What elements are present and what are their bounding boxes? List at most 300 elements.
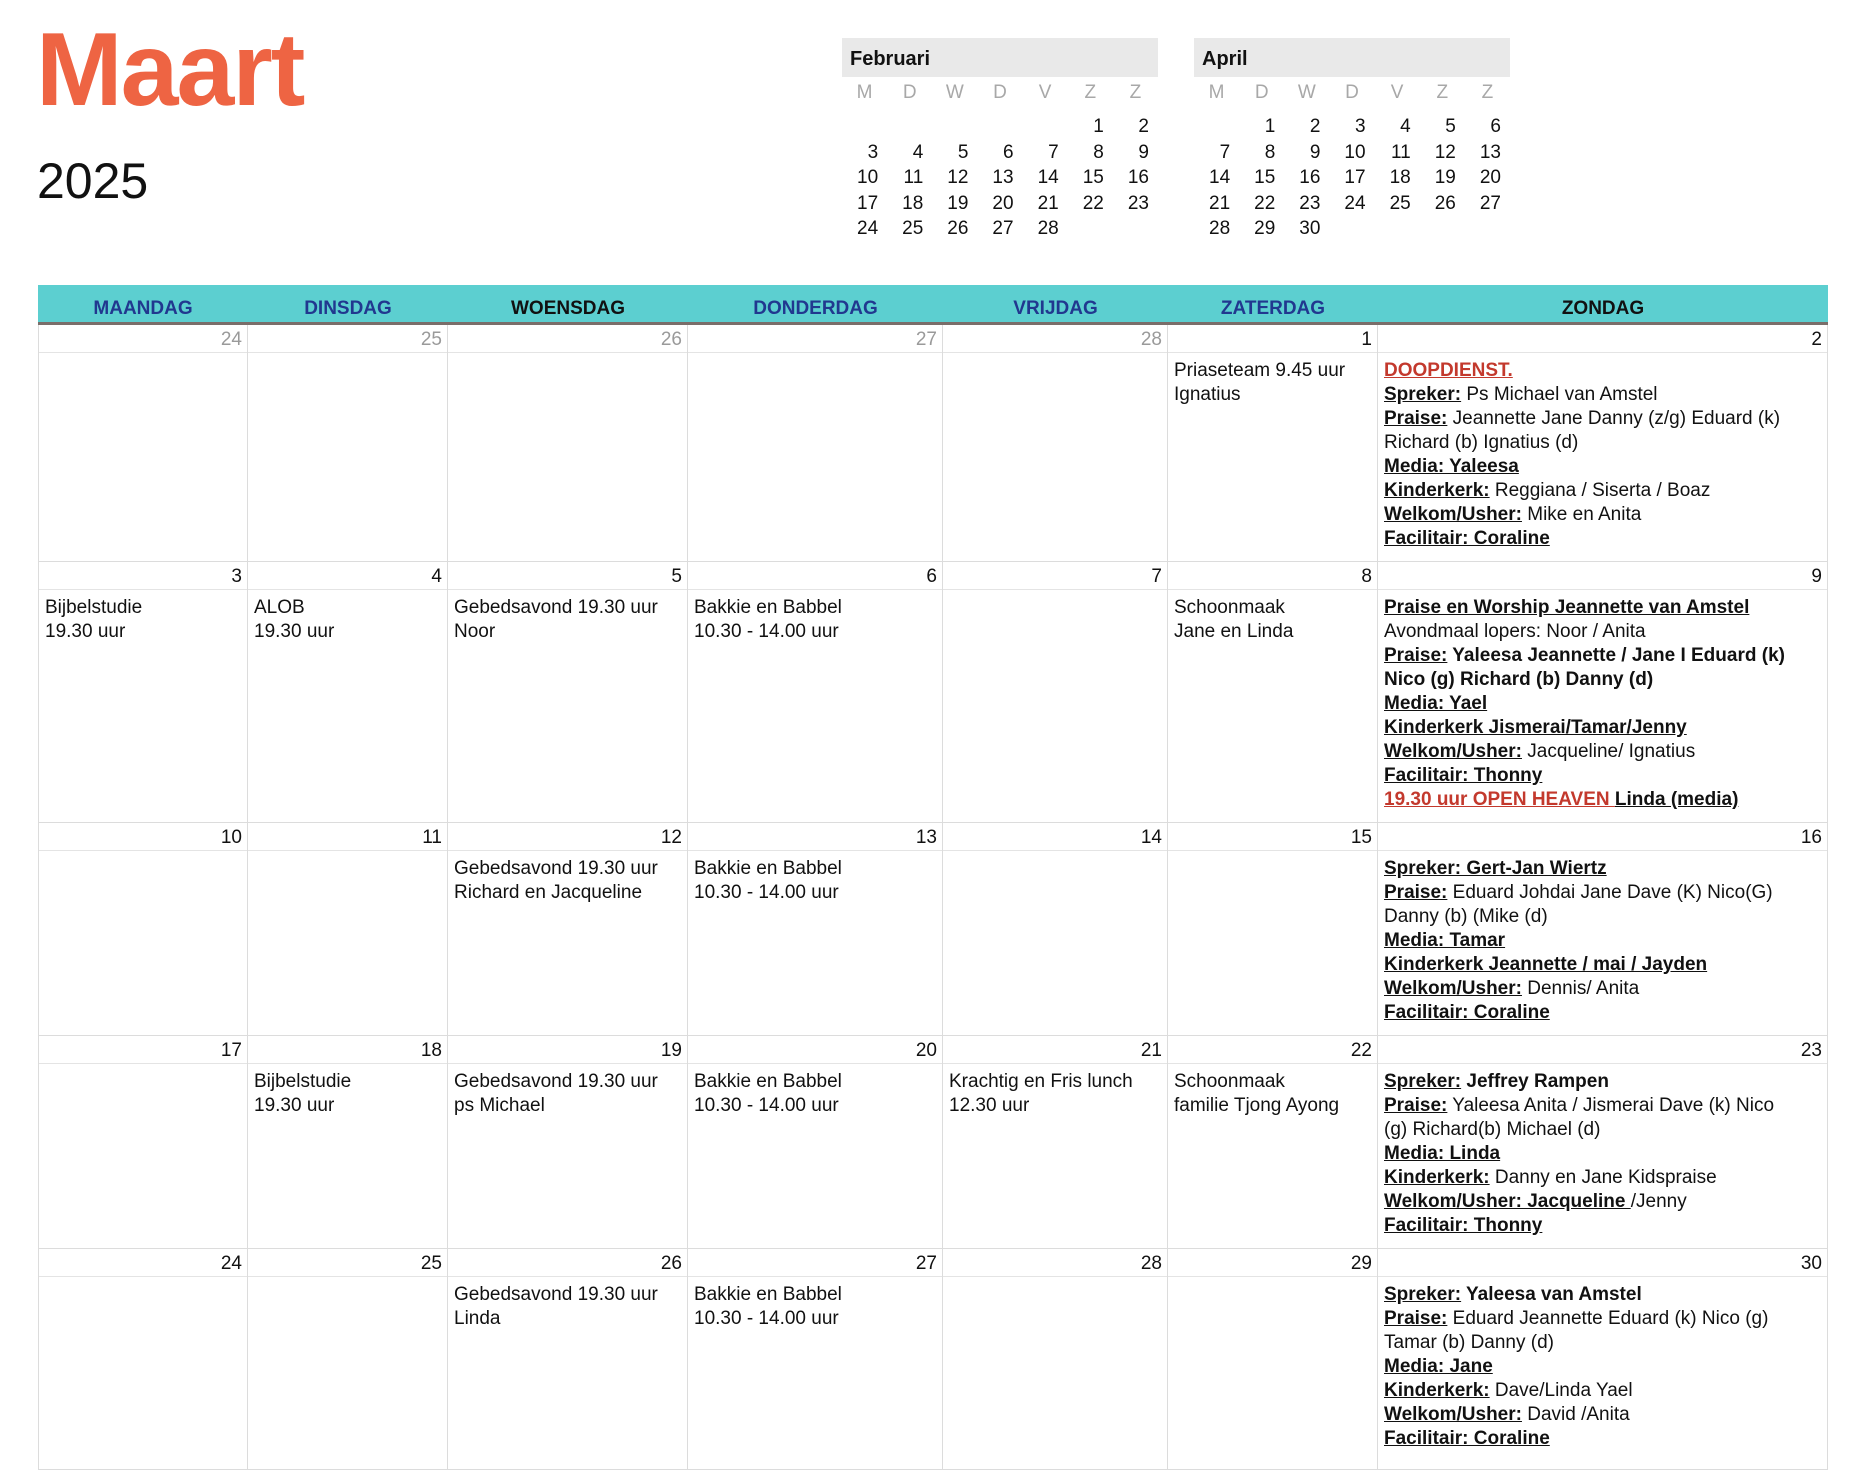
day-cell[interactable]: [248, 1249, 448, 1469]
event-text: Krachtig en Fris lunch: [949, 1071, 1133, 1092]
mini-calendar-date: [977, 109, 1022, 140]
day-cell[interactable]: [943, 1036, 1168, 1248]
day-cell[interactable]: [38, 1249, 248, 1469]
event-text: DOOPDIENST.: [1384, 360, 1513, 381]
event-line: [1384, 692, 1821, 716]
day-events: [248, 1064, 447, 1118]
mini-calendar-date: 27: [1479, 192, 1501, 214]
mini-calendar-date: [1023, 109, 1068, 140]
event-line: [1384, 1070, 1821, 1094]
mini-calendar-date: 12: [947, 167, 969, 188]
day-cell[interactable]: [688, 562, 943, 822]
mini-calendar-date: 14: [1037, 167, 1059, 188]
mini-calendar-date: 11: [1390, 141, 1411, 163]
day-number: 2: [1378, 325, 1827, 353]
day-events: [39, 353, 247, 359]
event-text: Linda: [454, 1308, 501, 1329]
mini-calendar-date: 21: [1037, 192, 1059, 214]
day-number: 25: [248, 1249, 447, 1277]
mini-calendar-date: 8: [1264, 141, 1276, 163]
mini-calendar-date: 3: [867, 141, 879, 163]
mini-calendar-day-header: Z: [1436, 82, 1449, 103]
mini-calendar-date: 20: [1479, 167, 1501, 188]
event-text: 19.30 uur: [254, 621, 335, 642]
day-number: 27: [688, 325, 942, 353]
event-text: Priaseteam 9.45 uur: [1174, 360, 1346, 381]
event-line: [454, 1070, 681, 1094]
event-text: ps Michael: [454, 1095, 545, 1116]
event-text: Welkom/Usher:: [1384, 1404, 1522, 1425]
event-text: Welkom/Usher:: [1384, 741, 1522, 762]
event-text: Media: Yael: [1384, 693, 1488, 714]
mini-calendar-date: 7: [1048, 141, 1059, 163]
day-number: 10: [39, 823, 247, 851]
day-cell[interactable]: [943, 823, 1168, 1035]
mini-calendar-date: 10: [857, 167, 879, 188]
event-line: [1384, 929, 1821, 953]
day-cell[interactable]: [38, 823, 248, 1035]
day-events: [943, 1277, 1167, 1283]
event-line: [1384, 1094, 1821, 1118]
event-line: [949, 1094, 1161, 1118]
event-line: [1384, 1142, 1821, 1166]
day-events: [1378, 590, 1827, 812]
event-line: [1384, 1307, 1821, 1331]
mini-calendar-date: 26: [1434, 192, 1456, 214]
event-text: Kinderkerk Jeannette / mai / Jayden: [1384, 954, 1708, 975]
day-number: 13: [688, 823, 942, 851]
mini-calendar-date: 15: [1082, 167, 1104, 188]
event-text: Kinderkerk:: [1384, 480, 1490, 501]
day-events: [448, 1064, 687, 1118]
event-text: Bakkie en Babbel: [694, 1284, 842, 1305]
event-line: [454, 1307, 681, 1331]
event-text: Spreker:: [1384, 384, 1462, 405]
day-cell[interactable]: [688, 325, 943, 561]
day-events: [448, 1277, 687, 1331]
mini-calendar-date: [1375, 216, 1420, 242]
month-grid: [38, 325, 1828, 1470]
event-line: [1384, 596, 1821, 620]
day-events: [688, 353, 942, 359]
mini-calendar-date: 4: [1400, 116, 1411, 137]
mini-calendar-date: 17: [1344, 167, 1366, 188]
event-text: Schoonmaak: [1174, 597, 1285, 618]
event-text: Welkom/Usher: Jacqueline: [1384, 1191, 1631, 1212]
event-line: [1384, 383, 1821, 407]
day-cell[interactable]: [38, 1036, 248, 1248]
event-text: Praise:: [1384, 1308, 1448, 1329]
mini-calendar-date: 11: [903, 167, 924, 188]
mini-calendar-day-header: D: [902, 82, 917, 103]
day-events: [1378, 1064, 1827, 1238]
event-line: [694, 1307, 936, 1331]
event-line: [694, 857, 936, 881]
event-line: [1384, 1166, 1821, 1190]
mini-calendar-date: 9: [1138, 141, 1149, 163]
mini-calendar-day-header: V: [1390, 82, 1404, 103]
day-cell[interactable]: [688, 823, 943, 1035]
event-text: Praise:: [1384, 645, 1448, 666]
day-cell[interactable]: [688, 1036, 943, 1248]
day-cell[interactable]: [943, 1249, 1168, 1469]
event-text: Media: Tamar: [1384, 930, 1506, 951]
mini-calendar-day-header: D: [1345, 82, 1359, 103]
event-text: Avondmaal lopers: Noor / Anita: [1384, 621, 1646, 642]
mini-calendar-date: 27: [992, 218, 1014, 239]
day-cell[interactable]: [943, 325, 1168, 561]
mini-calendar-date: 5: [957, 141, 969, 163]
calendar-week: [38, 325, 1828, 562]
mini-calendar-date: [842, 109, 887, 140]
mini-calendar-week: [842, 216, 1158, 242]
mini-calendar-date: 9: [1309, 141, 1321, 163]
mini-calendar-date: 1: [1093, 116, 1104, 137]
day-number: 29: [1168, 1249, 1377, 1277]
weekday-woensdag: WOENSDAG: [511, 298, 625, 319]
mini-calendar-day-header: V: [1038, 82, 1052, 103]
mini-calendar-day-headers: [1194, 77, 1510, 109]
event-text: Kinderkerk:: [1384, 1380, 1490, 1401]
event-line: [1384, 644, 1821, 668]
day-events: [248, 1277, 447, 1283]
event-text: Spreker:: [1384, 1284, 1462, 1305]
mini-calendar-date: 5: [1445, 116, 1456, 137]
event-text: Tamar (b) Danny (d): [1384, 1332, 1554, 1353]
event-text: Nico (g) Richard (b) Danny (d): [1384, 669, 1654, 690]
day-events: [688, 590, 942, 644]
mini-calendar-date: 16: [1299, 167, 1321, 188]
mini-calendar-day-header: Z: [1084, 82, 1097, 103]
mini-calendar-day-header: Z: [1129, 82, 1142, 103]
day-events: [943, 1064, 1167, 1118]
mini-calendar-date: [1194, 109, 1239, 140]
event-line: [1384, 407, 1821, 431]
event-text: Kinderkerk:: [1384, 1167, 1490, 1188]
mini-calendar-date: 6: [1002, 141, 1014, 163]
day-cell[interactable]: [248, 562, 448, 822]
day-cell[interactable]: [448, 562, 688, 822]
mini-calendar-date: 18: [902, 192, 924, 214]
mini-calendar-date: [887, 109, 932, 140]
event-line: [254, 1094, 441, 1118]
event-line: [1384, 431, 1821, 455]
mini-calendar-date: [1329, 216, 1374, 242]
event-text: Eduard Jeannette Eduard (k) Nico (g): [1447, 1308, 1769, 1329]
event-line: [1384, 788, 1821, 812]
event-line: [1174, 620, 1371, 644]
event-text: ALOB: [254, 597, 305, 618]
event-line: [1384, 1001, 1821, 1025]
mini-calendar-date: 1: [1264, 116, 1276, 137]
day-number: 19: [448, 1036, 687, 1064]
mini-calendar-date: 16: [1127, 167, 1149, 188]
event-line: [1174, 1094, 1371, 1118]
mini-calendar-date: 12: [1434, 141, 1456, 163]
mini-calendar-date: [932, 109, 977, 140]
event-text: Noor: [454, 621, 496, 642]
event-text: David /Anita: [1521, 1404, 1630, 1425]
event-line: [1384, 479, 1821, 503]
day-number: 3: [39, 562, 247, 590]
event-line: [1384, 527, 1821, 551]
mini-calendar-date: 24: [1344, 192, 1366, 214]
event-text: Jane en Linda: [1174, 621, 1294, 642]
mini-calendar-week: [1194, 216, 1510, 242]
day-events: [1168, 353, 1377, 407]
day-events: [1378, 851, 1827, 1025]
day-cell[interactable]: [1378, 1249, 1828, 1469]
mini-calendar-table: [842, 77, 1158, 242]
event-text: Praise:: [1384, 408, 1448, 429]
event-text: Spreker: Gert-Jan Wiertz: [1384, 858, 1607, 879]
event-line: [1384, 953, 1821, 977]
mini-calendar-date: 20: [992, 192, 1014, 214]
mini-calendar-date: 23: [1299, 192, 1321, 214]
mini-calendar-date: 8: [1093, 141, 1104, 163]
event-line: [1174, 359, 1371, 383]
event-line: [949, 1070, 1161, 1094]
mini-calendar-date: 13: [992, 167, 1014, 188]
event-line: [1384, 455, 1821, 479]
event-text: Ps Michael van Amstel: [1461, 384, 1658, 405]
event-text: familie Tjong Ayong: [1174, 1095, 1340, 1116]
day-events: [688, 1277, 942, 1331]
mini-calendar-week: [1194, 140, 1510, 166]
mini-calendar-date: 29: [1254, 218, 1276, 239]
mini-calendar-date: 22: [1254, 192, 1276, 214]
mini-calendar-date: 23: [1127, 192, 1149, 214]
mini-calendar-month-name: Februari: [842, 38, 1158, 77]
day-events: [248, 851, 447, 857]
year-title: 2025: [37, 153, 149, 209]
event-line: [1384, 1379, 1821, 1403]
event-line: [254, 596, 441, 620]
day-number: 12: [448, 823, 687, 851]
event-line: [1384, 881, 1821, 905]
event-line: [454, 1283, 681, 1307]
event-text: Facilitair: Coraline: [1384, 1002, 1550, 1023]
day-number: 4: [248, 562, 447, 590]
mini-calendar-date: 28: [1037, 218, 1059, 239]
day-cell[interactable]: [1378, 325, 1828, 561]
mini-calendar-week: [1194, 109, 1510, 140]
event-text: Jacqueline/ Ignatius: [1521, 741, 1696, 762]
event-line: [45, 596, 241, 620]
mini-calendar-date: 3: [1354, 116, 1366, 137]
mini-calendar-date: 26: [947, 218, 969, 239]
day-events: [943, 353, 1167, 359]
mini-calendar-day-header: W: [1297, 82, 1316, 103]
mini-calendar-week: [1194, 165, 1510, 191]
event-line: [1384, 740, 1821, 764]
event-line: [1384, 905, 1821, 929]
mini-calendar-date: 28: [1209, 218, 1231, 239]
day-events: [1168, 1277, 1377, 1283]
day-number: 27: [688, 1249, 942, 1277]
event-text: 10.30 - 14.00 uur: [694, 1308, 839, 1329]
day-cell[interactable]: [1378, 562, 1828, 822]
mini-calendar-day-header: M: [1208, 82, 1225, 103]
event-text: 19.30 uur: [45, 621, 126, 642]
event-text: Praise:: [1384, 882, 1448, 903]
event-text: Facilitair: Thonny: [1384, 1215, 1543, 1236]
event-text: Facilitair: Coraline: [1384, 1428, 1550, 1449]
day-events: [448, 590, 687, 644]
event-text: Yaleesa Jeannette / Jane I Eduard (k): [1447, 645, 1785, 666]
day-events: [688, 851, 942, 905]
mini-calendar-date: 2: [1309, 116, 1321, 137]
day-events: [1168, 851, 1377, 857]
event-text: Praise:: [1384, 1095, 1448, 1116]
event-text: Reggiana / Siserta / Boaz: [1489, 480, 1711, 501]
event-text: Schoonmaak: [1174, 1071, 1285, 1092]
event-text: Mike en Anita: [1521, 504, 1642, 525]
day-cell[interactable]: [248, 823, 448, 1035]
day-cell[interactable]: [1168, 1036, 1378, 1248]
event-line: [1384, 359, 1821, 383]
day-events: [39, 1277, 247, 1283]
mini-calendar-date: 7: [1219, 141, 1231, 163]
mini-calendar-week: [842, 191, 1158, 217]
event-text: Bijbelstudie: [45, 597, 143, 618]
event-text: Jeannette Jane Danny (z/g) Eduard (k): [1447, 408, 1781, 429]
event-text: Yaleesa van Amstel: [1461, 1284, 1642, 1305]
event-line: [1384, 1355, 1821, 1379]
event-line: [1384, 716, 1821, 740]
event-line: [694, 1070, 936, 1094]
event-text: Bakkie en Babbel: [694, 1071, 842, 1092]
event-line: [454, 1094, 681, 1118]
event-line: [694, 596, 936, 620]
event-text: 10.30 - 14.00 uur: [694, 882, 839, 903]
day-events: [39, 851, 247, 857]
day-number: 26: [448, 1249, 687, 1277]
day-events: [1378, 353, 1827, 551]
day-events: [943, 851, 1167, 857]
event-line: [1384, 1214, 1821, 1238]
mini-calendar-date: [1465, 216, 1510, 242]
event-line: [1384, 857, 1821, 881]
event-line: [454, 620, 681, 644]
mini-calendar-day-header: M: [856, 82, 873, 103]
day-number: 20: [688, 1036, 942, 1064]
event-line: [1384, 1118, 1821, 1142]
day-cell[interactable]: [448, 823, 688, 1035]
mini-calendar-table: [1194, 77, 1510, 242]
event-text: Facilitair: Thonny: [1384, 765, 1543, 786]
mini-calendar-date: 6: [1490, 116, 1501, 137]
event-text: Media: Linda: [1384, 1143, 1501, 1164]
day-cell[interactable]: [448, 325, 688, 561]
event-line: [694, 1283, 936, 1307]
day-cell[interactable]: [1168, 823, 1378, 1035]
event-line: [1384, 977, 1821, 1001]
event-text: Richard (b) Ignatius (d): [1384, 432, 1579, 453]
event-line: [694, 881, 936, 905]
day-events: [248, 353, 447, 359]
day-cell[interactable]: [448, 1249, 688, 1469]
day-number: 7: [943, 562, 1167, 590]
mini-calendar-day-header: W: [945, 82, 964, 103]
event-text: Gebedsavond 19.30 uur: [454, 858, 658, 879]
day-cell[interactable]: [1168, 1249, 1378, 1469]
day-number: 15: [1168, 823, 1377, 851]
day-number: 25: [248, 325, 447, 353]
day-cell[interactable]: [1378, 823, 1828, 1035]
event-line: [1384, 620, 1821, 644]
mini-calendar-week: [1194, 191, 1510, 217]
day-number: 14: [943, 823, 1167, 851]
mini-calendar-day-header: Z: [1481, 82, 1494, 103]
day-number: 26: [448, 325, 687, 353]
day-cell[interactable]: [248, 325, 448, 561]
mini-calendar-date: 30: [1299, 218, 1321, 239]
event-line: [1174, 1070, 1371, 1094]
day-cell[interactable]: [688, 1249, 943, 1469]
day-events: [248, 590, 447, 644]
event-line: [1384, 668, 1821, 692]
day-number: 28: [943, 1249, 1167, 1277]
day-number: 17: [39, 1036, 247, 1064]
mini-calendar-date: [1068, 216, 1113, 242]
day-events: [1168, 590, 1377, 644]
day-cell[interactable]: [248, 1036, 448, 1248]
day-number: 1: [1168, 325, 1377, 353]
day-cell[interactable]: [38, 325, 248, 561]
mini-calendar-date: 25: [902, 218, 924, 239]
weekday-dinsdag: DINSDAG: [304, 298, 392, 319]
event-text: Eduard Johdai Jane Dave (K) Nico(G): [1447, 882, 1773, 903]
event-text: Dave/Linda Yael: [1489, 1380, 1633, 1401]
event-text: (g) Richard(b) Michael (d): [1384, 1119, 1601, 1140]
mini-calendar-date: 24: [857, 218, 879, 239]
day-cell[interactable]: [448, 1036, 688, 1248]
event-line: [1384, 1403, 1821, 1427]
mini-calendar-date: 18: [1389, 167, 1411, 188]
day-number: 18: [248, 1036, 447, 1064]
calendar-week: [38, 1249, 1828, 1470]
event-text: 12.30 uur: [949, 1095, 1030, 1116]
mini-calendar-date: 25: [1389, 192, 1411, 214]
day-cell[interactable]: [1168, 325, 1378, 561]
event-text: Bakkie en Babbel: [694, 858, 842, 879]
day-cell[interactable]: [943, 562, 1168, 822]
day-events: [448, 851, 687, 905]
day-number: 5: [448, 562, 687, 590]
event-line: [1384, 503, 1821, 527]
mini-calendar-date: 22: [1082, 192, 1104, 214]
month-title: Maart: [36, 12, 304, 128]
day-cell[interactable]: [38, 562, 248, 822]
day-cell[interactable]: [1168, 562, 1378, 822]
event-line: [694, 1094, 936, 1118]
day-number: 22: [1168, 1036, 1377, 1064]
weekday-zondag: ZONDAG: [1561, 298, 1645, 319]
day-events: [688, 1064, 942, 1118]
event-line: [454, 596, 681, 620]
day-number: 30: [1378, 1249, 1827, 1277]
mini-calendar-week: [842, 109, 1158, 140]
weekday-zaterdag: ZATERDAG: [1220, 298, 1326, 319]
event-text: 19.30 uur: [254, 1095, 335, 1116]
event-line: [1384, 1427, 1821, 1451]
day-events: [1378, 1277, 1827, 1451]
mini-calendar-date: 4: [912, 141, 924, 163]
day-cell[interactable]: [1378, 1036, 1828, 1248]
mini-calendar-date: 2: [1138, 116, 1149, 137]
mini-calendar-previous: [842, 38, 1158, 242]
